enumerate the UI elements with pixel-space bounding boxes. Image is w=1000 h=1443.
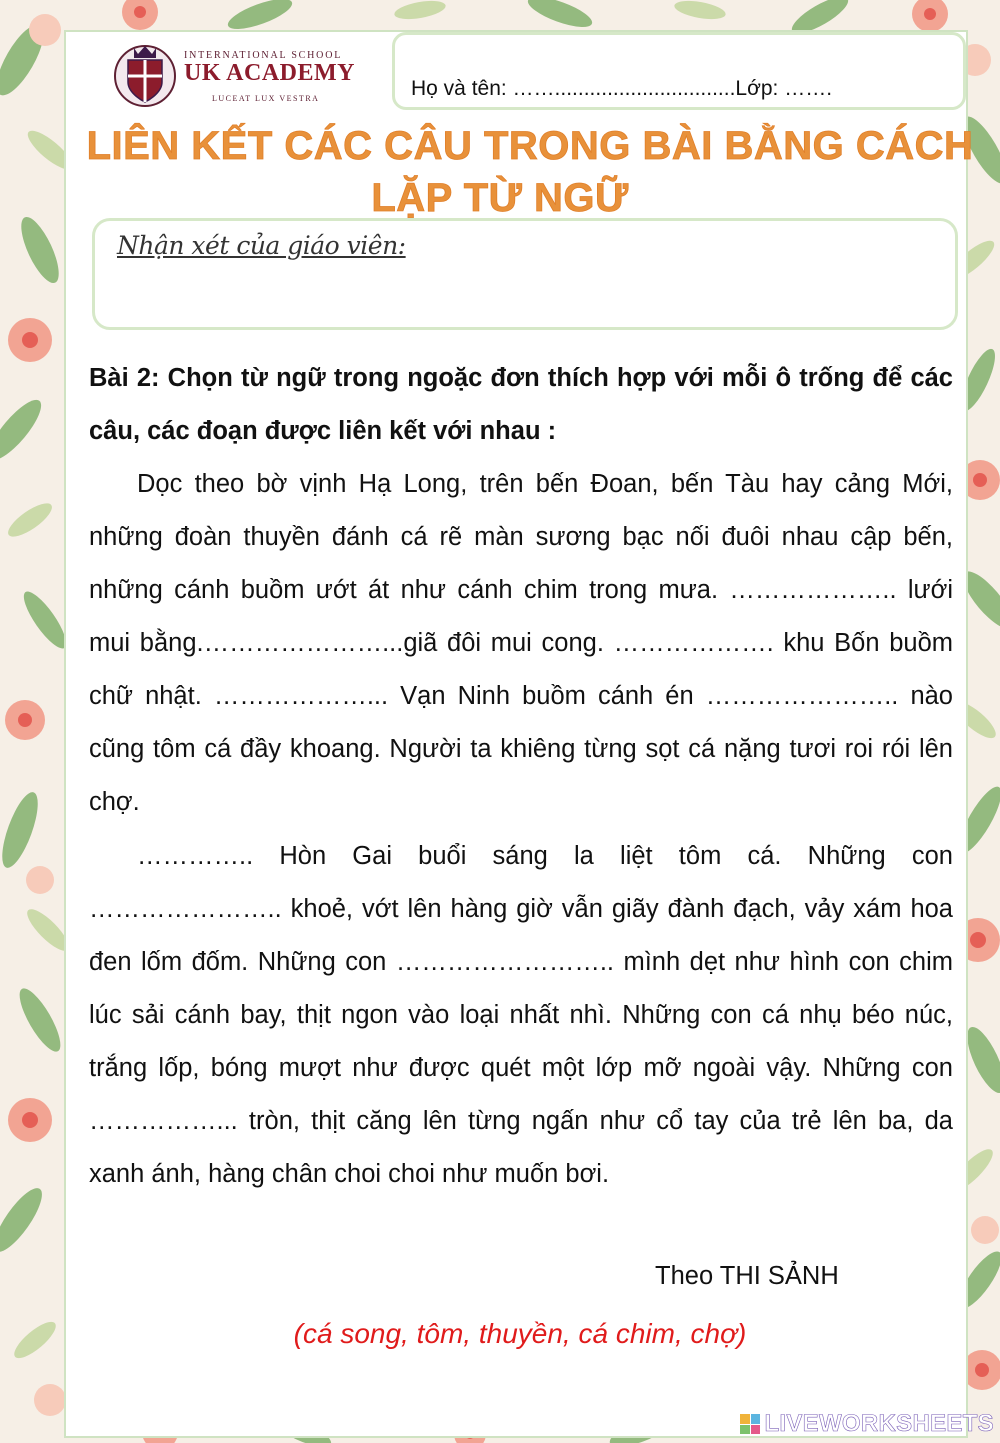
student-name-class-field[interactable]: Họ và tên: ……...............................Lớp: ……. [411,77,833,100]
teacher-comment-label: Nhận xét của giáo viên: [117,231,406,260]
word-choices: (cá song, tôm, thuyền, cá chim, chợ) [293,1318,747,1349]
liveworksheets-logo-icon [740,1414,760,1434]
school-name: UK ACADEMY [184,60,355,86]
passage-paragraph-1: Dọc theo bờ vịnh Hạ Long, trên bến Đoan, bến Tàu hay cảng Mới, những đoàn thuyền đánh cá rẽ màn sương bạc nối đuôi nhau cập bến, những cánh buồm ướt át như cánh chim trong mưa. ……………….. lưới mui bằng.…………………...giã đôi mui cong. ………………. khu Bốn buồm chữ nhật. ………………... Vạn Ninh buồm cánh én ………………….. nào cũng tôm cá đầy khoang. Người ta khiêng từng sọt cá nặng tươi roi rói lên chợ. [89,470,953,816]
school-tagline: INTERNATIONAL SCHOOL [184,50,343,61]
passage-author: Theo THI SẢNH [655,1262,839,1290]
liveworksheets-watermark [740,1409,994,1439]
exercise-prompt: Bài 2: Chọn từ ngữ trong ngoặc đơn thích hợp với mỗi ô trống để các câu, các đoạn được liên kết với nhau : [89,364,953,445]
school-motto: LUCEAT LUX VESTRA [212,94,320,103]
school-crest-icon [112,38,178,110]
worksheet-title-line2: LẶP TỪ NGỮ [371,176,629,220]
worksheet-title-line1: LIÊN KẾT CÁC CÂU TRONG BÀI BẰNG CÁCH [86,124,974,168]
passage-paragraph-2: ………….. Hòn Gai buổi sáng la liệt tôm cá. Những con ………………….. khoẻ, vớt lên hàng giờ vẫn giãy đành đạch, vảy xám hoa đen lốm đốm. Những con …………………….. mình dẹt như hình con chim lúc sải cánh bay, thịt ngon vào loại nhất nhì. Những con cá nhụ béo núc, trắng lốp, bóng mượt như được quét một lớp mỡ ngoài vậy. Những con ……………... tròn, thịt căng lên từng ngấn như cổ tay của trẻ lên ba, da xanh ánh, hàng chân choi choi như muốn bơi. [89,842,953,1188]
school-logo [112,36,367,112]
watermark-text: LIVEWORKSHEETS [764,1410,994,1437]
student-info-box [392,32,966,110]
teacher-comment-box [92,218,958,330]
